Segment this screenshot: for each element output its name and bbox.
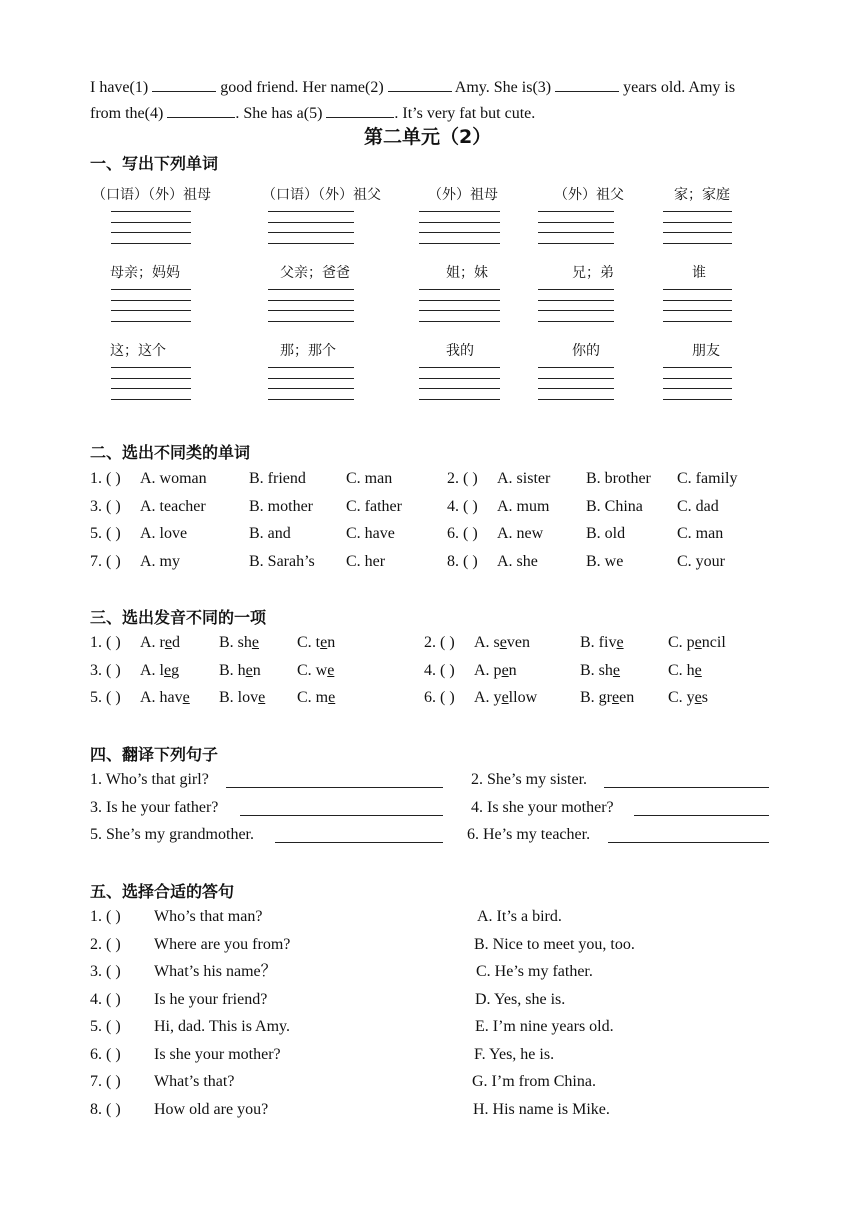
writing-line[interactable] xyxy=(111,378,191,379)
writing-line[interactable] xyxy=(663,367,732,368)
word-part: A. s xyxy=(474,634,500,651)
writing-line[interactable] xyxy=(538,232,614,233)
underlined-letter: e xyxy=(694,661,702,679)
option-a[interactable]: A. woman xyxy=(140,470,207,487)
word-part: n xyxy=(508,661,517,679)
option-a[interactable]: A. she xyxy=(497,552,538,570)
section-1-heading: 一、写出下列单词 xyxy=(90,154,219,173)
option-c[interactable] xyxy=(297,688,335,708)
option-b[interactable]: B. old xyxy=(586,525,626,542)
word-prompt: 那；那个 xyxy=(280,343,336,359)
section-4-heading: 四、翻译下列句子 xyxy=(90,745,219,764)
word-part: C. w xyxy=(297,661,328,679)
underlined-letter: e xyxy=(501,661,509,679)
option-b[interactable]: B. mother xyxy=(249,497,313,515)
question-number[interactable]: 6. ( ) xyxy=(90,1045,121,1063)
word-part: B. lov xyxy=(219,689,259,706)
underlined-letter: e xyxy=(616,634,624,651)
question-number: 3. ( ) xyxy=(90,661,121,679)
question-number: 2. ( ) xyxy=(424,634,455,651)
writing-line[interactable] xyxy=(111,399,191,400)
question-text: What’s that? xyxy=(154,1073,235,1090)
underlined-letter: e xyxy=(501,689,509,706)
writing-line[interactable] xyxy=(663,321,732,322)
writing-line[interactable] xyxy=(663,388,732,389)
page-title: 第二单元（2） xyxy=(364,126,492,148)
answer-line[interactable] xyxy=(634,815,769,816)
word-part: C. p xyxy=(668,634,695,651)
option-a[interactable] xyxy=(140,633,180,653)
question-number: 5. ( ) xyxy=(90,525,121,542)
answer-option: B. Nice to meet you, too. xyxy=(474,935,635,953)
underlined-letter: e xyxy=(245,661,253,679)
writing-line[interactable] xyxy=(419,211,500,212)
writing-line[interactable] xyxy=(663,378,732,379)
section-2-heading: 二、选出不同类的单词 xyxy=(90,443,251,462)
option-a[interactable]: A. love xyxy=(140,525,188,542)
answer-line[interactable] xyxy=(608,842,769,843)
question-number: 6. ( ) xyxy=(424,689,455,706)
word-prompt: 这；这个 xyxy=(110,343,166,359)
question-number[interactable]: 1. ( ) xyxy=(90,908,121,925)
question-number[interactable]: 3. ( ) xyxy=(90,963,121,980)
option-a[interactable] xyxy=(140,688,190,708)
word-prompt: 谁 xyxy=(692,265,706,281)
option-b[interactable]: B. Sarah’s xyxy=(249,552,315,570)
writing-line[interactable] xyxy=(419,300,500,301)
question-number: 5. ( ) xyxy=(90,689,121,706)
writing-line[interactable] xyxy=(538,243,614,244)
word-part: n xyxy=(252,661,261,679)
word-prompt: （口语）（外）祖父 xyxy=(262,187,381,203)
writing-line[interactable] xyxy=(268,321,354,322)
option-b[interactable] xyxy=(580,688,634,708)
answer-option: F. Yes, he is. xyxy=(474,1045,555,1063)
underlined-letter: e xyxy=(694,689,702,706)
translation-item xyxy=(471,770,587,790)
writing-line[interactable] xyxy=(419,378,500,379)
underlined-letter: e xyxy=(694,634,702,651)
sentence: 4. Is she your mother? xyxy=(471,798,614,816)
option-c[interactable]: C. man xyxy=(677,525,724,542)
question-number: 1. ( ) xyxy=(90,470,121,487)
writing-line[interactable] xyxy=(419,243,500,244)
writing-line[interactable] xyxy=(268,367,354,368)
word-prompt: （口语）（外）祖母 xyxy=(92,187,211,203)
section-3-heading: 三、选出发音不同的一项 xyxy=(90,608,267,627)
writing-line[interactable] xyxy=(663,289,732,290)
blank-1[interactable] xyxy=(152,77,216,92)
answer-line[interactable] xyxy=(275,842,443,843)
underlined-letter: e xyxy=(164,661,172,679)
question-number: 4. ( ) xyxy=(447,497,478,515)
option-c[interactable] xyxy=(668,633,726,653)
question-number: 1. ( ) xyxy=(90,634,121,651)
writing-line[interactable] xyxy=(663,300,732,301)
option-c[interactable]: C. man xyxy=(346,470,393,487)
writing-line[interactable] xyxy=(268,211,354,212)
writing-line[interactable] xyxy=(538,310,614,311)
word-part: d xyxy=(172,634,180,651)
word-part: B. gr xyxy=(580,689,612,706)
blank-2[interactable] xyxy=(388,77,452,92)
question-number: 2. ( ) xyxy=(447,470,478,487)
answer-option: D. Yes, she is. xyxy=(475,990,566,1008)
word-prompt: 母亲；妈妈 xyxy=(110,265,180,281)
word-part: g xyxy=(171,661,180,679)
answer-option: H. His name is Mike. xyxy=(473,1100,610,1118)
underlined-letter: e xyxy=(320,634,328,651)
option-a[interactable]: A. teacher xyxy=(140,497,206,515)
writing-line[interactable] xyxy=(268,243,354,244)
translation-item xyxy=(467,825,590,845)
underlined-letter: e xyxy=(251,634,260,651)
question-text: What’s his name？ xyxy=(154,963,277,980)
writing-line[interactable] xyxy=(538,300,614,301)
writing-line[interactable] xyxy=(663,243,732,244)
blank-3[interactable] xyxy=(555,77,619,92)
option-a[interactable]: A. new xyxy=(497,525,544,542)
word-prompt: （外）祖母 xyxy=(428,187,498,203)
option-b[interactable] xyxy=(219,688,265,708)
question-number: 8. ( ) xyxy=(447,552,478,570)
writing-line[interactable] xyxy=(419,321,500,322)
translation-item xyxy=(90,825,254,845)
question-number: 6. ( ) xyxy=(447,525,478,542)
answer-line[interactable] xyxy=(604,787,769,788)
intro-line-2: from the(4) . She has a(5) . It’s very fat but cute. xyxy=(90,105,536,122)
word-part: C. t xyxy=(297,634,321,651)
word-part: A. l xyxy=(140,661,164,679)
option-b[interactable]: B. brother xyxy=(586,470,651,487)
word-part: C. y xyxy=(668,689,695,706)
writing-line[interactable] xyxy=(419,399,500,400)
word-part: B. h xyxy=(219,661,246,679)
writing-line[interactable] xyxy=(268,388,354,389)
writing-line[interactable] xyxy=(111,388,191,389)
writing-line[interactable] xyxy=(111,289,191,290)
writing-line[interactable] xyxy=(419,388,500,389)
option-a[interactable] xyxy=(140,661,179,681)
writing-line[interactable] xyxy=(538,399,614,400)
writing-line[interactable] xyxy=(538,211,614,212)
sentence: 5. She’s my grandmother. xyxy=(90,826,254,843)
word-prompt: （外）祖父 xyxy=(554,187,624,203)
question-text: Who’s that man? xyxy=(154,908,263,925)
word-part: ven xyxy=(506,634,530,651)
translation-item xyxy=(471,798,614,818)
underlined-letter: e xyxy=(327,661,335,679)
writing-line[interactable] xyxy=(419,367,500,368)
option-c[interactable]: C. your xyxy=(677,552,725,570)
option-a[interactable] xyxy=(474,633,530,653)
option-a[interactable] xyxy=(474,661,517,681)
question-text: Hi, dad. This is Amy. xyxy=(154,1018,291,1035)
word-part: C. h xyxy=(668,661,695,679)
writing-line[interactable] xyxy=(268,399,354,400)
option-c[interactable]: C. her xyxy=(346,552,386,570)
writing-line[interactable] xyxy=(419,222,500,223)
word-prompt: 姐；妹 xyxy=(446,265,488,281)
question-number[interactable]: 8. ( ) xyxy=(90,1100,121,1118)
writing-line[interactable] xyxy=(268,378,354,379)
writing-line[interactable] xyxy=(268,232,354,233)
word-part: A. r xyxy=(140,634,165,651)
writing-line[interactable] xyxy=(538,367,614,368)
underlined-letter: e xyxy=(328,689,336,706)
option-c[interactable] xyxy=(668,688,708,708)
writing-line[interactable] xyxy=(419,232,500,233)
writing-line[interactable] xyxy=(268,310,354,311)
writing-line[interactable] xyxy=(538,378,614,379)
underlined-letter: e xyxy=(164,634,172,651)
blank-4[interactable] xyxy=(167,103,235,118)
option-a[interactable]: A. mum xyxy=(497,497,550,515)
intro-line-1: I have(1) good friend. Her name(2) Amy. She is(3) years old. Amy is xyxy=(90,79,736,96)
question-number[interactable]: 2. ( ) xyxy=(90,935,121,953)
word-prompt: 朋友 xyxy=(692,343,720,359)
writing-line[interactable] xyxy=(268,300,354,301)
underlined-letter: e xyxy=(182,689,190,706)
writing-line[interactable] xyxy=(111,232,191,233)
word-part: A. y xyxy=(474,689,502,706)
writing-line[interactable] xyxy=(111,222,191,223)
option-b[interactable]: B. China xyxy=(586,497,643,515)
word-part: A. hav xyxy=(140,689,183,706)
option-b[interactable] xyxy=(219,661,261,681)
word-part: B. sh xyxy=(219,634,252,651)
writing-line[interactable] xyxy=(663,211,732,212)
writing-line[interactable] xyxy=(111,310,191,311)
writing-line[interactable] xyxy=(419,310,500,311)
writing-line[interactable] xyxy=(111,321,191,322)
question-number[interactable]: 5. ( ) xyxy=(90,1018,121,1035)
answer-option: A. It’s a bird. xyxy=(477,908,562,925)
underlined-letter: e xyxy=(612,689,620,706)
translation-item xyxy=(90,798,218,818)
option-b[interactable] xyxy=(580,661,620,681)
word-part: en xyxy=(619,689,635,706)
writing-line[interactable] xyxy=(538,321,614,322)
question-text: Is he your friend? xyxy=(154,990,268,1008)
question-number: 7. ( ) xyxy=(90,552,121,570)
blank-5[interactable] xyxy=(326,103,394,118)
sentence: 2. She’s my sister. xyxy=(471,771,588,788)
question-number: 4. ( ) xyxy=(424,661,455,679)
question-number[interactable]: 7. ( ) xyxy=(90,1073,121,1090)
question-text: Is she your mother? xyxy=(154,1045,281,1063)
answer-line[interactable] xyxy=(226,787,443,788)
writing-line[interactable] xyxy=(538,388,614,389)
option-c[interactable]: C. family xyxy=(677,470,738,487)
underlined-letter: e xyxy=(612,661,621,679)
question-number: 3. ( ) xyxy=(90,497,121,515)
word-part: B. fiv xyxy=(580,634,617,651)
option-a[interactable] xyxy=(474,688,537,708)
writing-line[interactable] xyxy=(663,232,732,233)
section-5-heading: 五、选择合适的答句 xyxy=(90,882,235,901)
option-a[interactable]: A. my xyxy=(140,552,180,570)
sentence: 1. Who’s that girl? xyxy=(90,771,209,788)
word-part: A. p xyxy=(474,661,502,679)
question-text: Where are you from? xyxy=(154,935,291,953)
writing-line[interactable] xyxy=(663,399,732,400)
word-part: n xyxy=(327,634,336,651)
writing-line[interactable] xyxy=(268,289,354,290)
option-b[interactable] xyxy=(580,633,624,653)
option-c[interactable]: C. dad xyxy=(677,497,719,515)
option-b[interactable] xyxy=(219,633,259,653)
option-c[interactable] xyxy=(297,633,335,653)
writing-line[interactable] xyxy=(111,243,191,244)
sentence: 3. Is he your father? xyxy=(90,798,219,816)
answer-option: C. He’s my father. xyxy=(476,963,593,980)
writing-line[interactable] xyxy=(419,289,500,290)
writing-line[interactable] xyxy=(111,211,191,212)
writing-line[interactable] xyxy=(111,367,191,368)
writing-line[interactable] xyxy=(538,222,614,223)
option-c[interactable]: C. have xyxy=(346,525,395,542)
writing-line[interactable] xyxy=(663,222,732,223)
writing-line[interactable] xyxy=(111,300,191,301)
writing-line[interactable] xyxy=(268,222,354,223)
word-prompt: 你的 xyxy=(572,343,600,359)
word-prompt: 兄；弟 xyxy=(572,265,614,281)
answer-line[interactable] xyxy=(240,815,443,816)
writing-line[interactable] xyxy=(663,310,732,311)
word-part: llow xyxy=(508,689,538,706)
option-c[interactable] xyxy=(297,661,334,681)
option-a[interactable]: A. sister xyxy=(497,470,551,487)
sentence: 6. He’s my teacher. xyxy=(467,826,591,843)
answer-option: G. I’m from China. xyxy=(472,1073,596,1090)
word-part: ncil xyxy=(701,634,726,651)
option-b[interactable]: B. friend xyxy=(249,470,306,487)
answer-option: E. I’m nine years old. xyxy=(475,1018,614,1035)
option-b[interactable]: B. we xyxy=(586,552,624,570)
translation-item xyxy=(90,770,209,790)
word-part: s xyxy=(701,689,709,706)
question-text: How old are you? xyxy=(154,1100,269,1118)
option-b[interactable]: B. and xyxy=(249,525,291,542)
word-part: C. m xyxy=(297,689,329,706)
option-c[interactable]: C. father xyxy=(346,497,402,515)
underlined-letter: e xyxy=(499,634,507,651)
writing-line[interactable] xyxy=(538,289,614,290)
word-prompt: 我的 xyxy=(446,343,474,359)
word-part: B. sh xyxy=(580,661,613,679)
question-number[interactable]: 4. ( ) xyxy=(90,990,121,1008)
word-prompt: 家；家庭 xyxy=(674,187,730,203)
word-prompt: 父亲；爸爸 xyxy=(280,265,350,281)
underlined-letter: e xyxy=(258,689,266,706)
option-c[interactable] xyxy=(668,661,702,681)
